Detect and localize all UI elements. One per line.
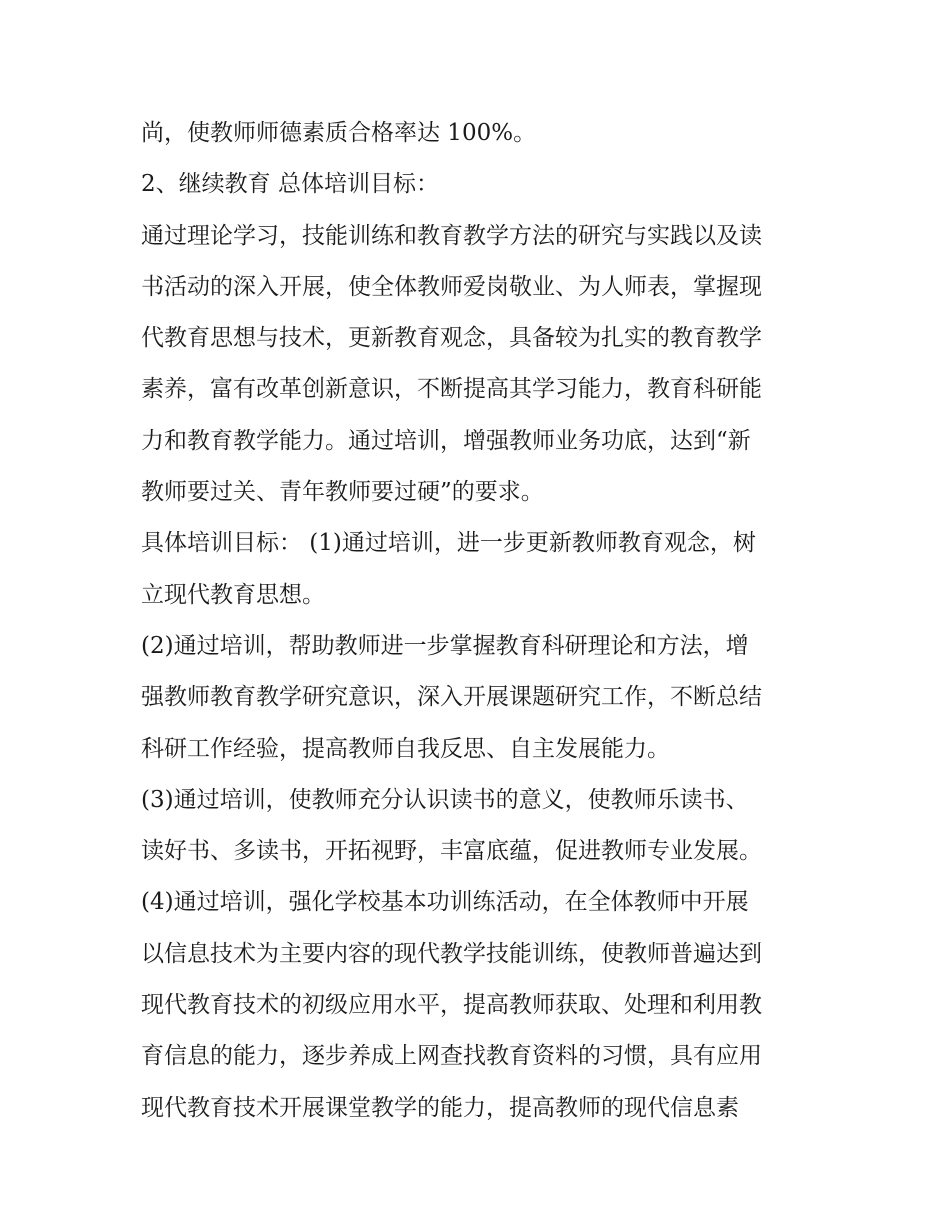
text-line: 素养，富有改革创新意识，不断提高其学习能力，教育科研能: [141, 376, 762, 403]
section-heading: 2、继续教育 总体培训目标：: [141, 171, 439, 198]
text-line: 通过理论学习，技能训练和教育教学方法的研究与实践以及读: [141, 222, 762, 249]
text-line: 教师要过关、青年教师要过硬”的要求。: [141, 479, 544, 506]
text-line: (2)通过培训，帮助教师进一步掌握教育科研理论和方法，增: [141, 632, 749, 659]
text-line: 具体培训目标： (1)通过培训，进一步更新教师教育观念，树: [141, 530, 756, 557]
text-line: 立现代教育思想。: [141, 581, 325, 608]
text-line: (4)通过培训，强化学校基本功训练活动，在全体教师中开展: [141, 889, 749, 916]
text-line: 代教育思想与技术，更新教育观念，具备较为扎实的教育教学: [141, 325, 762, 352]
text-line: 以信息技术为主要内容的现代教学技能训练，使教师普遍达到: [141, 940, 762, 967]
text-line: 尚，使教师师德素质合格率达 100%。: [141, 120, 537, 146]
text-line: 强教师教育教学研究意识，深入开展课题研究工作，不断总结: [141, 684, 762, 711]
text-line: 现代教育技术的初级应用水平，提高教师获取、处理和利用教: [141, 992, 762, 1019]
text-line: (3)通过培训，使教师充分认识读书的意义，使教师乐读书、: [141, 786, 749, 813]
text-line: 育信息的能力，逐步养成上网查找教育资料的习惯，具有应用: [141, 1043, 762, 1070]
text-line: 科研工作经验，提高教师自我反思、自主发展能力。: [141, 735, 670, 762]
text-line: 力和教育教学能力。通过培训，增强教师业务功底，达到“新: [141, 427, 751, 454]
text-line: 现代教育技术开展课堂教学的能力，提高教师的现代信息素: [141, 1094, 739, 1121]
text-line: 书活动的深入开展，使全体教师爱岗敬业、为人师表，掌握现: [141, 273, 762, 300]
text-line: 读好书、多读书，开拓视野，丰富底蕴，促进教师专业发展。: [141, 838, 762, 865]
body-text: [141, 108, 821, 1134]
